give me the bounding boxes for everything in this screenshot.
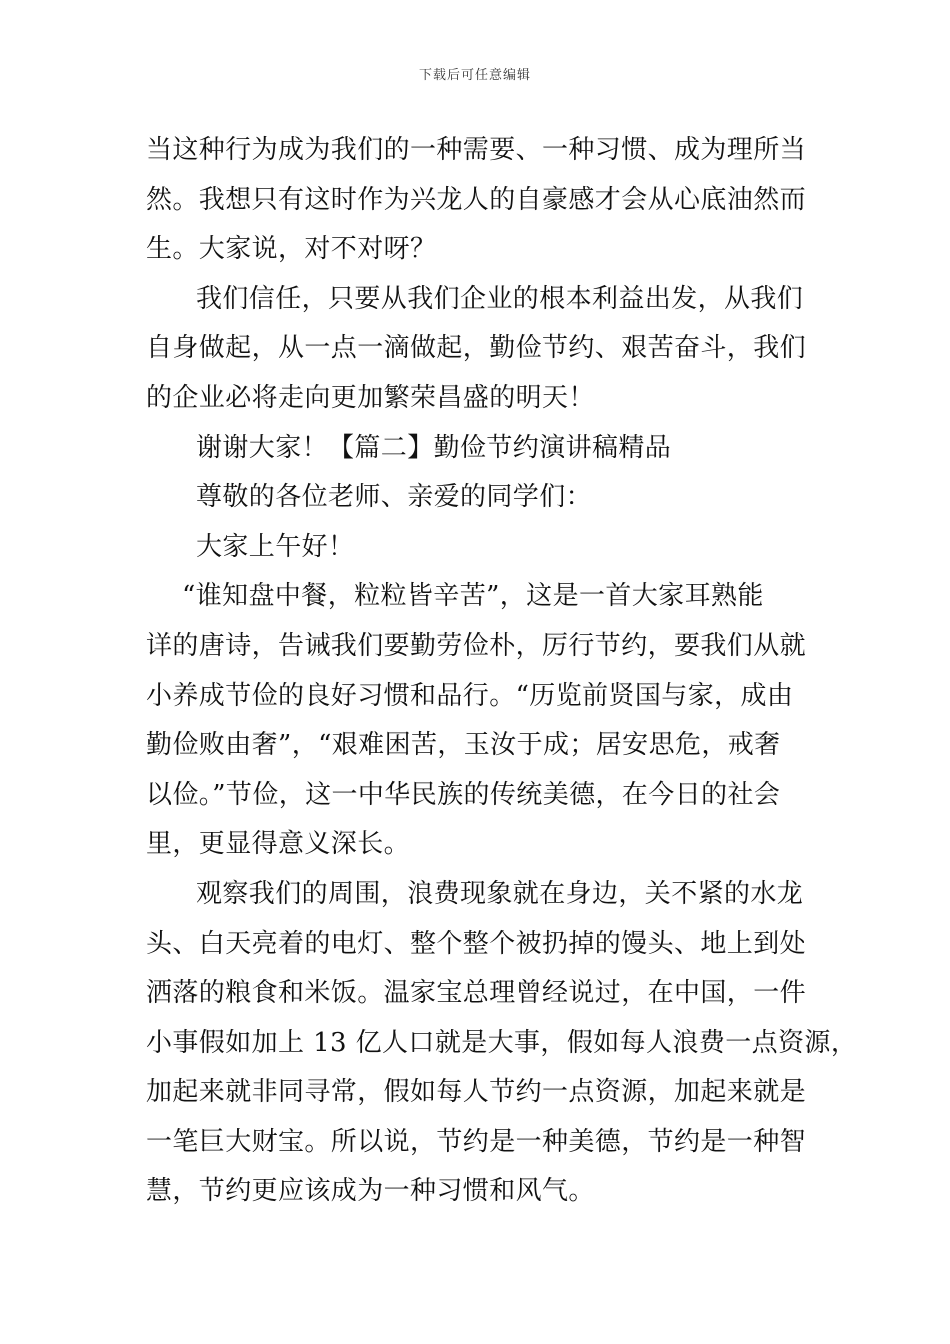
paragraph-start-line: 我们信任，只要从我们企业的根本利益出发，从我们 [196,283,804,314]
page-header: 下载后可任意编辑 [418,68,531,83]
text-line: 详的唐诗，告诫我们要勤劳俭朴，厉行节约，要我们从就 [146,630,807,661]
text-line: 加起来就非同寻常，假如每人节约一点资源，加起来就是 [146,1077,807,1108]
greeting-line: 大家上午好！ [196,531,355,562]
section-heading-line: 谢谢大家！【篇二】勤俭节约演讲稿精品 [196,432,672,463]
text-line: 以俭。”节俭，这一中华民族的传统美德，在今日的社会 [146,779,781,810]
paragraph-start-line: 观察我们的周围，浪费现象就在身边，关不紧的水龙 [196,878,804,909]
text-line: 里，更显得意义深长。 [146,829,411,860]
document-body [146,126,858,1217]
text-line: 小事假如加上 13 亿人口就是大事，假如每人浪费一点资源， [146,1027,858,1058]
text-line: 洒落的粮食和米饭。温家宝总理曾经说过，在中国，一件 [146,978,807,1009]
text-line: 然。我想只有这时作为兴龙人的自豪感才会从心底油然而 [146,184,807,215]
text-line: 小养成节俭的良好习惯和品行。“历览前贤国与家，成由 [146,680,794,711]
text-line: 的企业必将走向更加繁荣昌盛的明天！ [146,382,595,413]
text-line: 当这种行为成为我们的一种需要、一种习惯、成为理所当 [146,135,807,165]
text-line: 头、白天亮着的电灯、整个整个被扔掉的馒头、地上到处 [146,928,807,959]
salutation-line: 尊敬的各位老师、亲爱的同学们： [196,482,593,513]
text-line: 勤俭败由奢”，“艰难困苦，玉汝于成；居安思危，戒奢 [146,730,781,761]
paragraph-start-line: “谁知盘中餐，粒粒皆辛苦”，这是一首大家耳熟能 [182,581,764,612]
text-line: 生。大家说，对不对呀？ [146,234,437,265]
text-line: 慧，节约更应该成为一种习惯和风气。 [146,1176,595,1207]
text-line: 自身做起，从一点一滴做起，勤俭节约、艰苦奋斗，我们 [146,333,807,364]
text-line: 一笔巨大财宝。所以说，节约是一种美德，节约是一种智 [146,1126,807,1157]
